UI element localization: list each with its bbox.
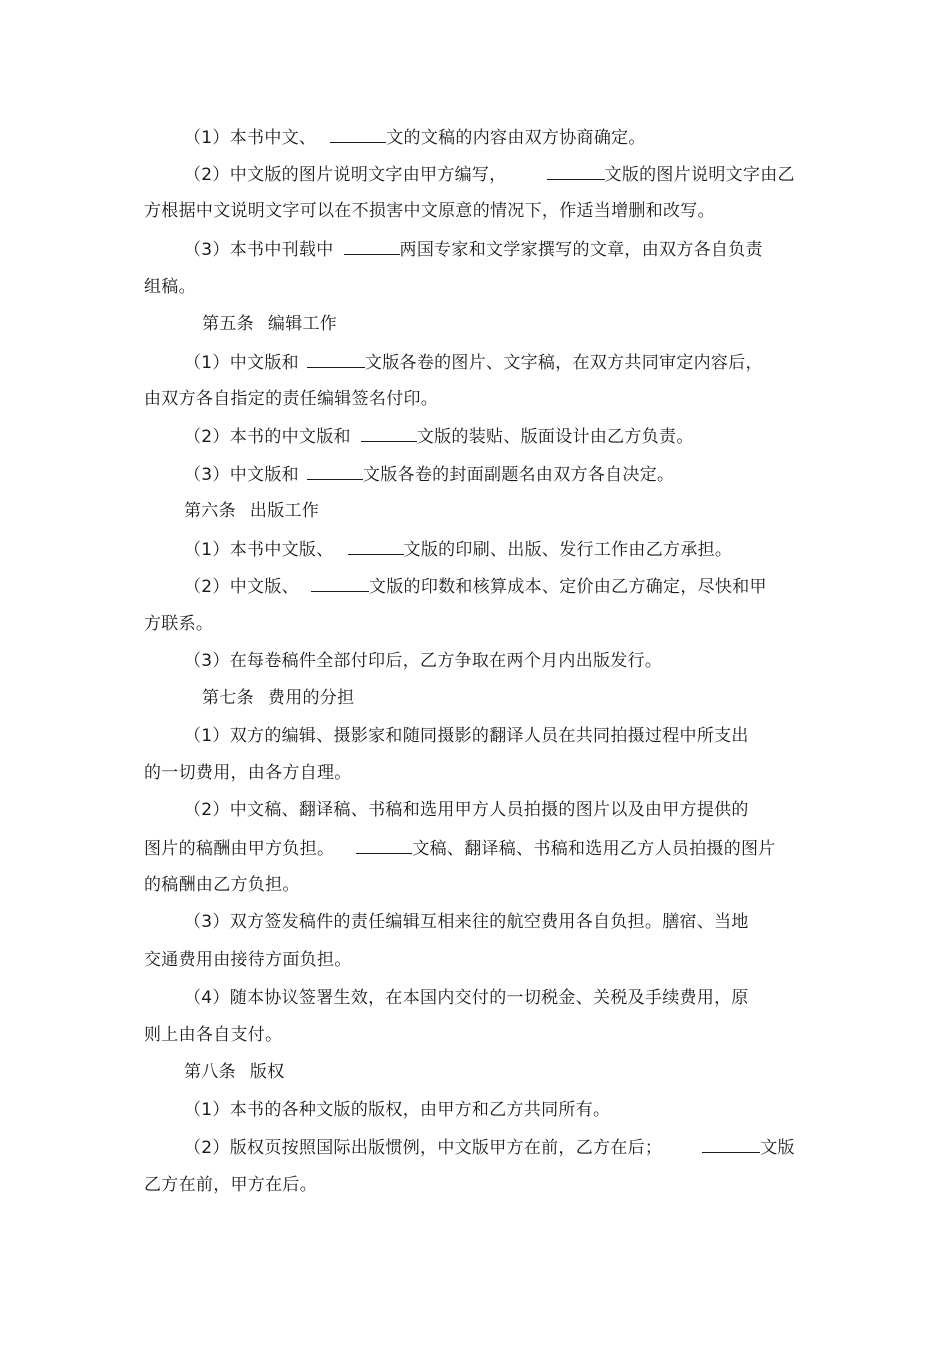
clause-8-2: （2）版权页按照国际出版惯例，中文版甲方在前，乙方在后； 文版	[184, 1138, 795, 1158]
clause-5-2: （2）本书的中文版和 文版的装贴、版面设计由乙方负责。	[184, 427, 694, 447]
article-6-heading: 第六条 出版工作	[184, 501, 320, 521]
blank-line	[702, 1136, 760, 1153]
clause-6-1: （1）本书中文版、 文版的印刷、出版、发行工作由乙方承担。	[184, 540, 733, 560]
clause-7-3-cont: 交通费用由接待方面负担。	[144, 950, 352, 970]
blank-line	[330, 126, 386, 143]
blank-line	[356, 837, 412, 854]
clause-7-3: （3）双方签发稿件的责任编辑互相来往的航空费用各自负担。膳宿、当地	[184, 912, 749, 932]
blank-line	[348, 538, 404, 555]
blank-line	[344, 238, 400, 255]
clause-7-2-cont: 图片的稿酬由甲方负担。 文稿、翻译稿、书稿和选用乙方人员拍摄的图片	[144, 839, 776, 859]
clause-4-2: （2）中文版的图片说明文字由甲方编写， 文版的图片说明文字由乙	[184, 165, 795, 185]
article-8-heading: 第八条 版权	[184, 1062, 285, 1082]
clause-5-1-cont: 由双方各自指定的责任编辑签名付印。	[144, 389, 439, 409]
clause-6-2: （2）中文版、 文版的印数和核算成本、定价由乙方确定，尽快和甲	[184, 577, 767, 597]
clause-6-3: （3）在每卷稿件全部付印后，乙方争取在两个月内出版发行。	[184, 651, 663, 671]
clause-7-1-cont: 的一切费用，由各方自理。	[144, 763, 352, 783]
clause-4-3-cont: 组稿。	[144, 277, 196, 297]
clause-4-2-cont: 方根据中文说明文字可以在不损害中文原意的情况下，作适当增删和改写。	[144, 201, 715, 221]
article-7-heading: 第七条 费用的分担	[202, 688, 355, 708]
blank-line	[361, 425, 417, 442]
clause-7-2: （2）中文稿、翻译稿、书稿和选用甲方人员拍摄的图片以及由甲方提供的	[184, 800, 749, 820]
clause-5-1: （1）中文版和 文版各卷的图片、文字稿，在双方共同审定内容后，	[184, 353, 763, 373]
clause-7-1: （1）双方的编辑、摄影家和随同摄影的翻译人员在共同拍摄过程中所支出	[184, 726, 749, 746]
blank-line	[311, 575, 369, 592]
clause-8-2-cont: 乙方在前，甲方在后。	[144, 1175, 317, 1195]
clause-5-3: （3）中文版和 文版各卷的封面副题名由双方各自决定。	[184, 465, 675, 485]
clause-4-3: （3）本书中刊载中 两国专家和文学家撰写的文章，由双方各自负责	[184, 240, 763, 260]
clause-4-1: （1）本书中文、 文的文稿的内容由双方协商确定。	[184, 128, 646, 148]
clause-7-4-cont: 则上由各自支付。	[144, 1025, 283, 1045]
clause-7-2-cont2: 的稿酬由乙方负担。	[144, 875, 300, 895]
clause-6-2-cont: 方联系。	[144, 614, 214, 634]
article-5-heading: 第五条 编辑工作	[202, 314, 338, 334]
clause-7-4: （4）随本协议签署生效，在本国内交付的一切税金、关税及手续费用，原	[184, 988, 749, 1008]
clause-8-1: （1）本书的各种文版的版权，由甲方和乙方共同所有。	[184, 1100, 611, 1120]
blank-line	[547, 163, 605, 180]
blank-line	[307, 351, 365, 368]
blank-line	[307, 463, 363, 480]
